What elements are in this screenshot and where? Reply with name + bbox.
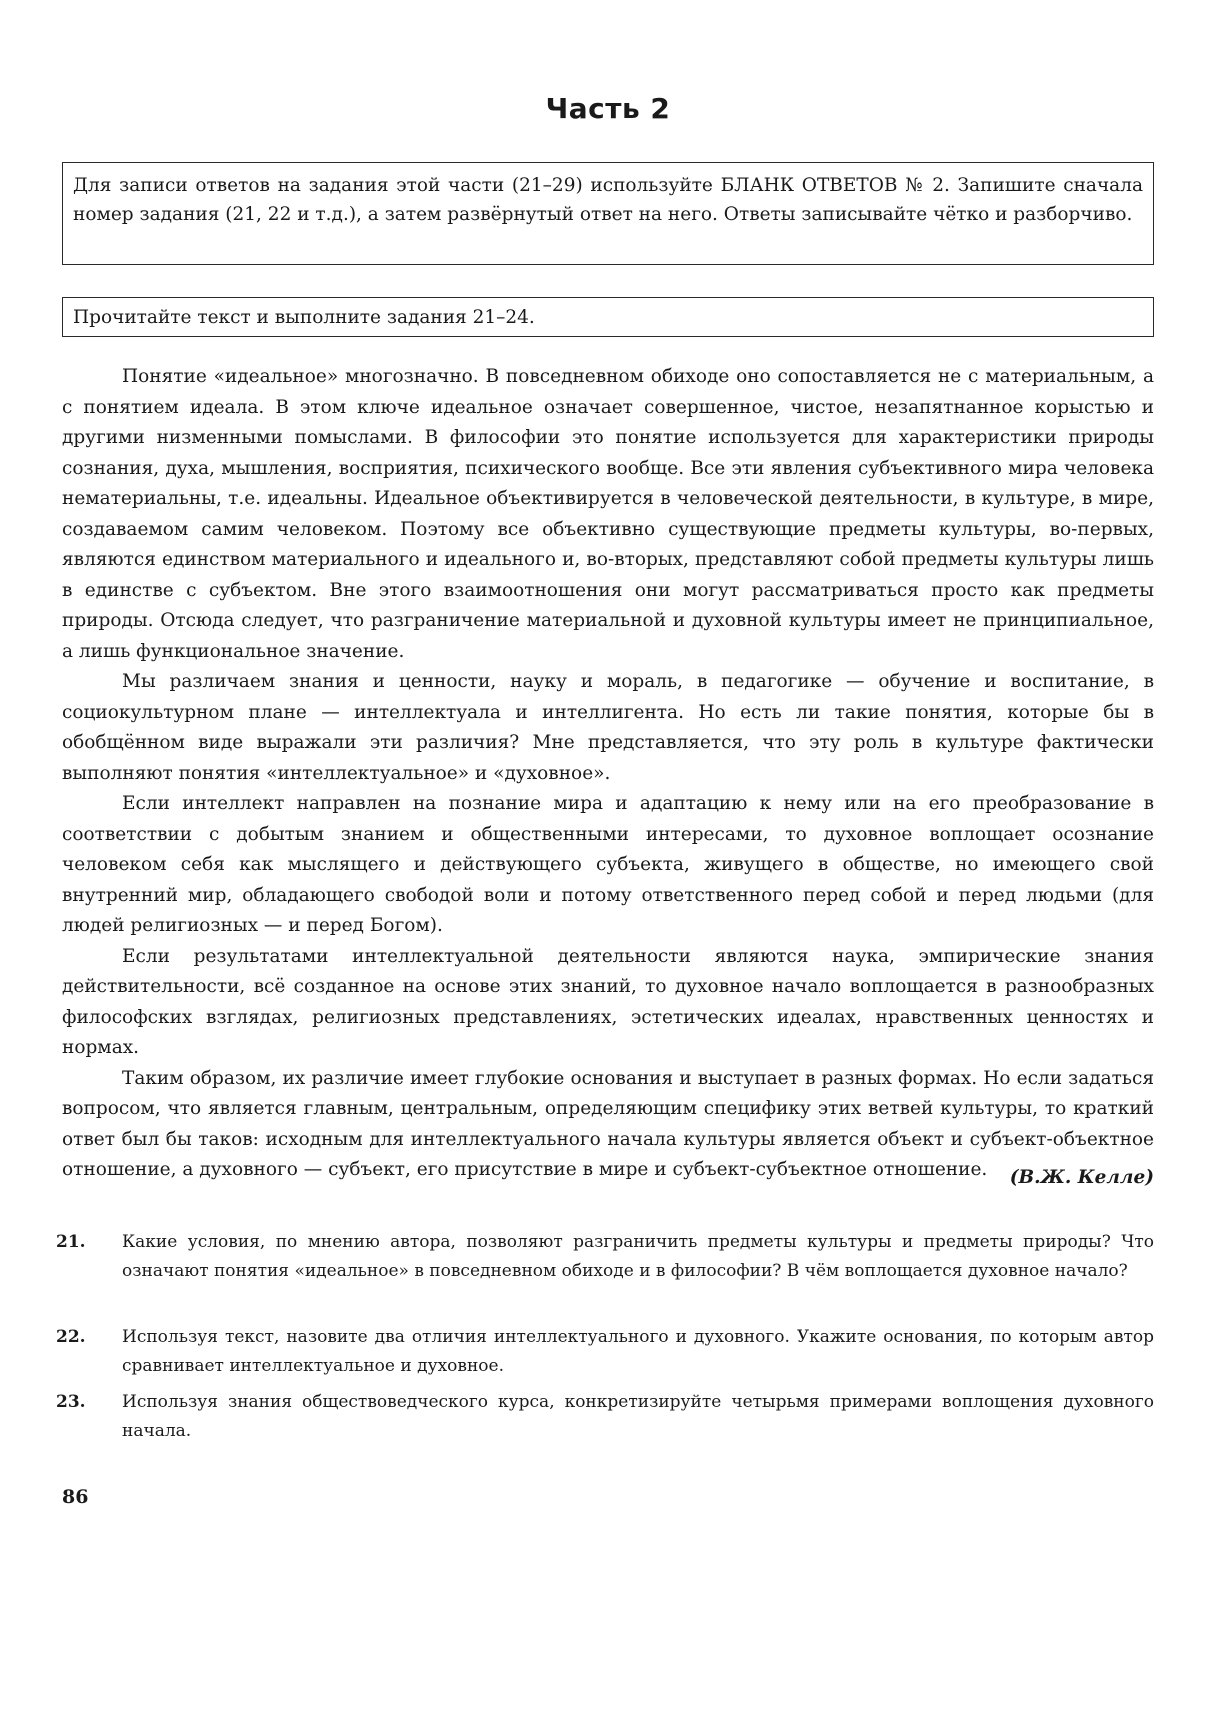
text-paragraph: Мы различаем знания и ценности, науку и мораль, в педагогике — обучение и воспитание, в социокультурном плане — интеллектуала и интеллигента. Но есть ли такие понятия, которые бы в обобщённом виде выражали эти различия? Мне представляется, что эту роль в культуре фактически выполняют понятия «интеллектуальное» и «духовное». [62,671,1154,784]
source-text [62,362,1154,1186]
task-number: 22. [56,1327,86,1347]
reading-instructions-box: Прочитайте текст и выполните задания 21–24. [62,297,1154,337]
task-item [56,1323,1154,1381]
text-paragraph: Понятие «идеальное» многозначно. В повседневном обиходе оно сопоставляется не с материальным, а с понятием идеала. В этом ключе идеальное означает совершенное, чистое, незапятнанное корыстью и другими низменными помыслами. В философии это понятие используется для характеристики природы сознания, духа, мышления, восприятия, психического вообще. Все эти явления субъективного мира человека нематериальны, т.е. идеальны. Идеальное объективируется в человеческой деятельности, в культуре, в мире, создаваемом самим человеком. Поэтому все объективно существующие предметы культуры, во-первых, являются единством материального и идеального и, во-вторых, представляют собой предметы культуры лишь в единстве с субъектом. Вне этого взаимоотношения они могут рассматриваться просто как предметы природы. Отсюда следует, что разграничение материальной и духовной культуры имеет не принципиальное, а лишь функциональное значение. [62,366,1154,662]
text-author: (В.Ж. Келле) [1009,1167,1154,1188]
answer-instructions-box: Для записи ответов на задания этой части (21–29) используйте БЛАНК ОТВЕТОВ № 2. Запишите сначала номер задания (21, 22 и т.д.), а затем развёрнутый ответ на него. Ответы записывайте чётко и разборчиво. [62,162,1154,265]
text-paragraph: Если результатами интеллектуальной деятельности являются наука, эмпирические знания действительности, всё созданное на основе этих знаний, то духовное начало воплощается в разнообразных философских взглядах, религиозных представлениях, эстетических идеалах, нравственных ценностях и нормах. [62,945,1154,1058]
page-number: 86 [62,1486,89,1508]
task-text: Используя знания обществоведческого курса, конкретизируйте четырьмя примерами воплощения духовного начала. [122,1392,1154,1441]
task-number: 23. [56,1392,86,1412]
text-paragraph: Таким образом, их различие имеет глубокие основания и выступает в разных формах. Но если задаться вопросом, что является главным, центральным, определяющим специфику этих ветвей культуры, то краткий ответ был бы таков: исходным для интеллектуального начала культуры является объект и субъект-объектное отношение, а духовного — субъект, его присутствие в мире и субъект-субъектное отношение. [62,1067,1154,1180]
task-item [56,1228,1154,1286]
page-title: Часть 2 [545,92,671,125]
task-number: 21. [56,1232,86,1252]
text-paragraph: Если интеллект направлен на познание мира и адаптацию к нему или на его преобразование в соответствии с добытым знанием и общественными интересами, то духовное воплощает осознание человеком себя как мыслящего и действующего субъекта, живущего в обществе, но имеющего свой внутренний мир, обладающего свободой воли и потому ответственного перед собой и перед людьми (для людей религиозных — и перед Богом). [62,793,1154,936]
task-text: Какие условия, по мнению автора, позволяют разграничить предметы культуры и предметы природы? Что означают понятия «идеальное» в повседневном обиходе и в философии? В чём воплощается духовное начало? [122,1232,1154,1281]
task-item [56,1388,1154,1446]
task-text: Используя текст, назовите два отличия интеллектуального и духовного. Укажите основания, по которым автор сравнивает интеллектуальное и духовное. [122,1327,1154,1376]
